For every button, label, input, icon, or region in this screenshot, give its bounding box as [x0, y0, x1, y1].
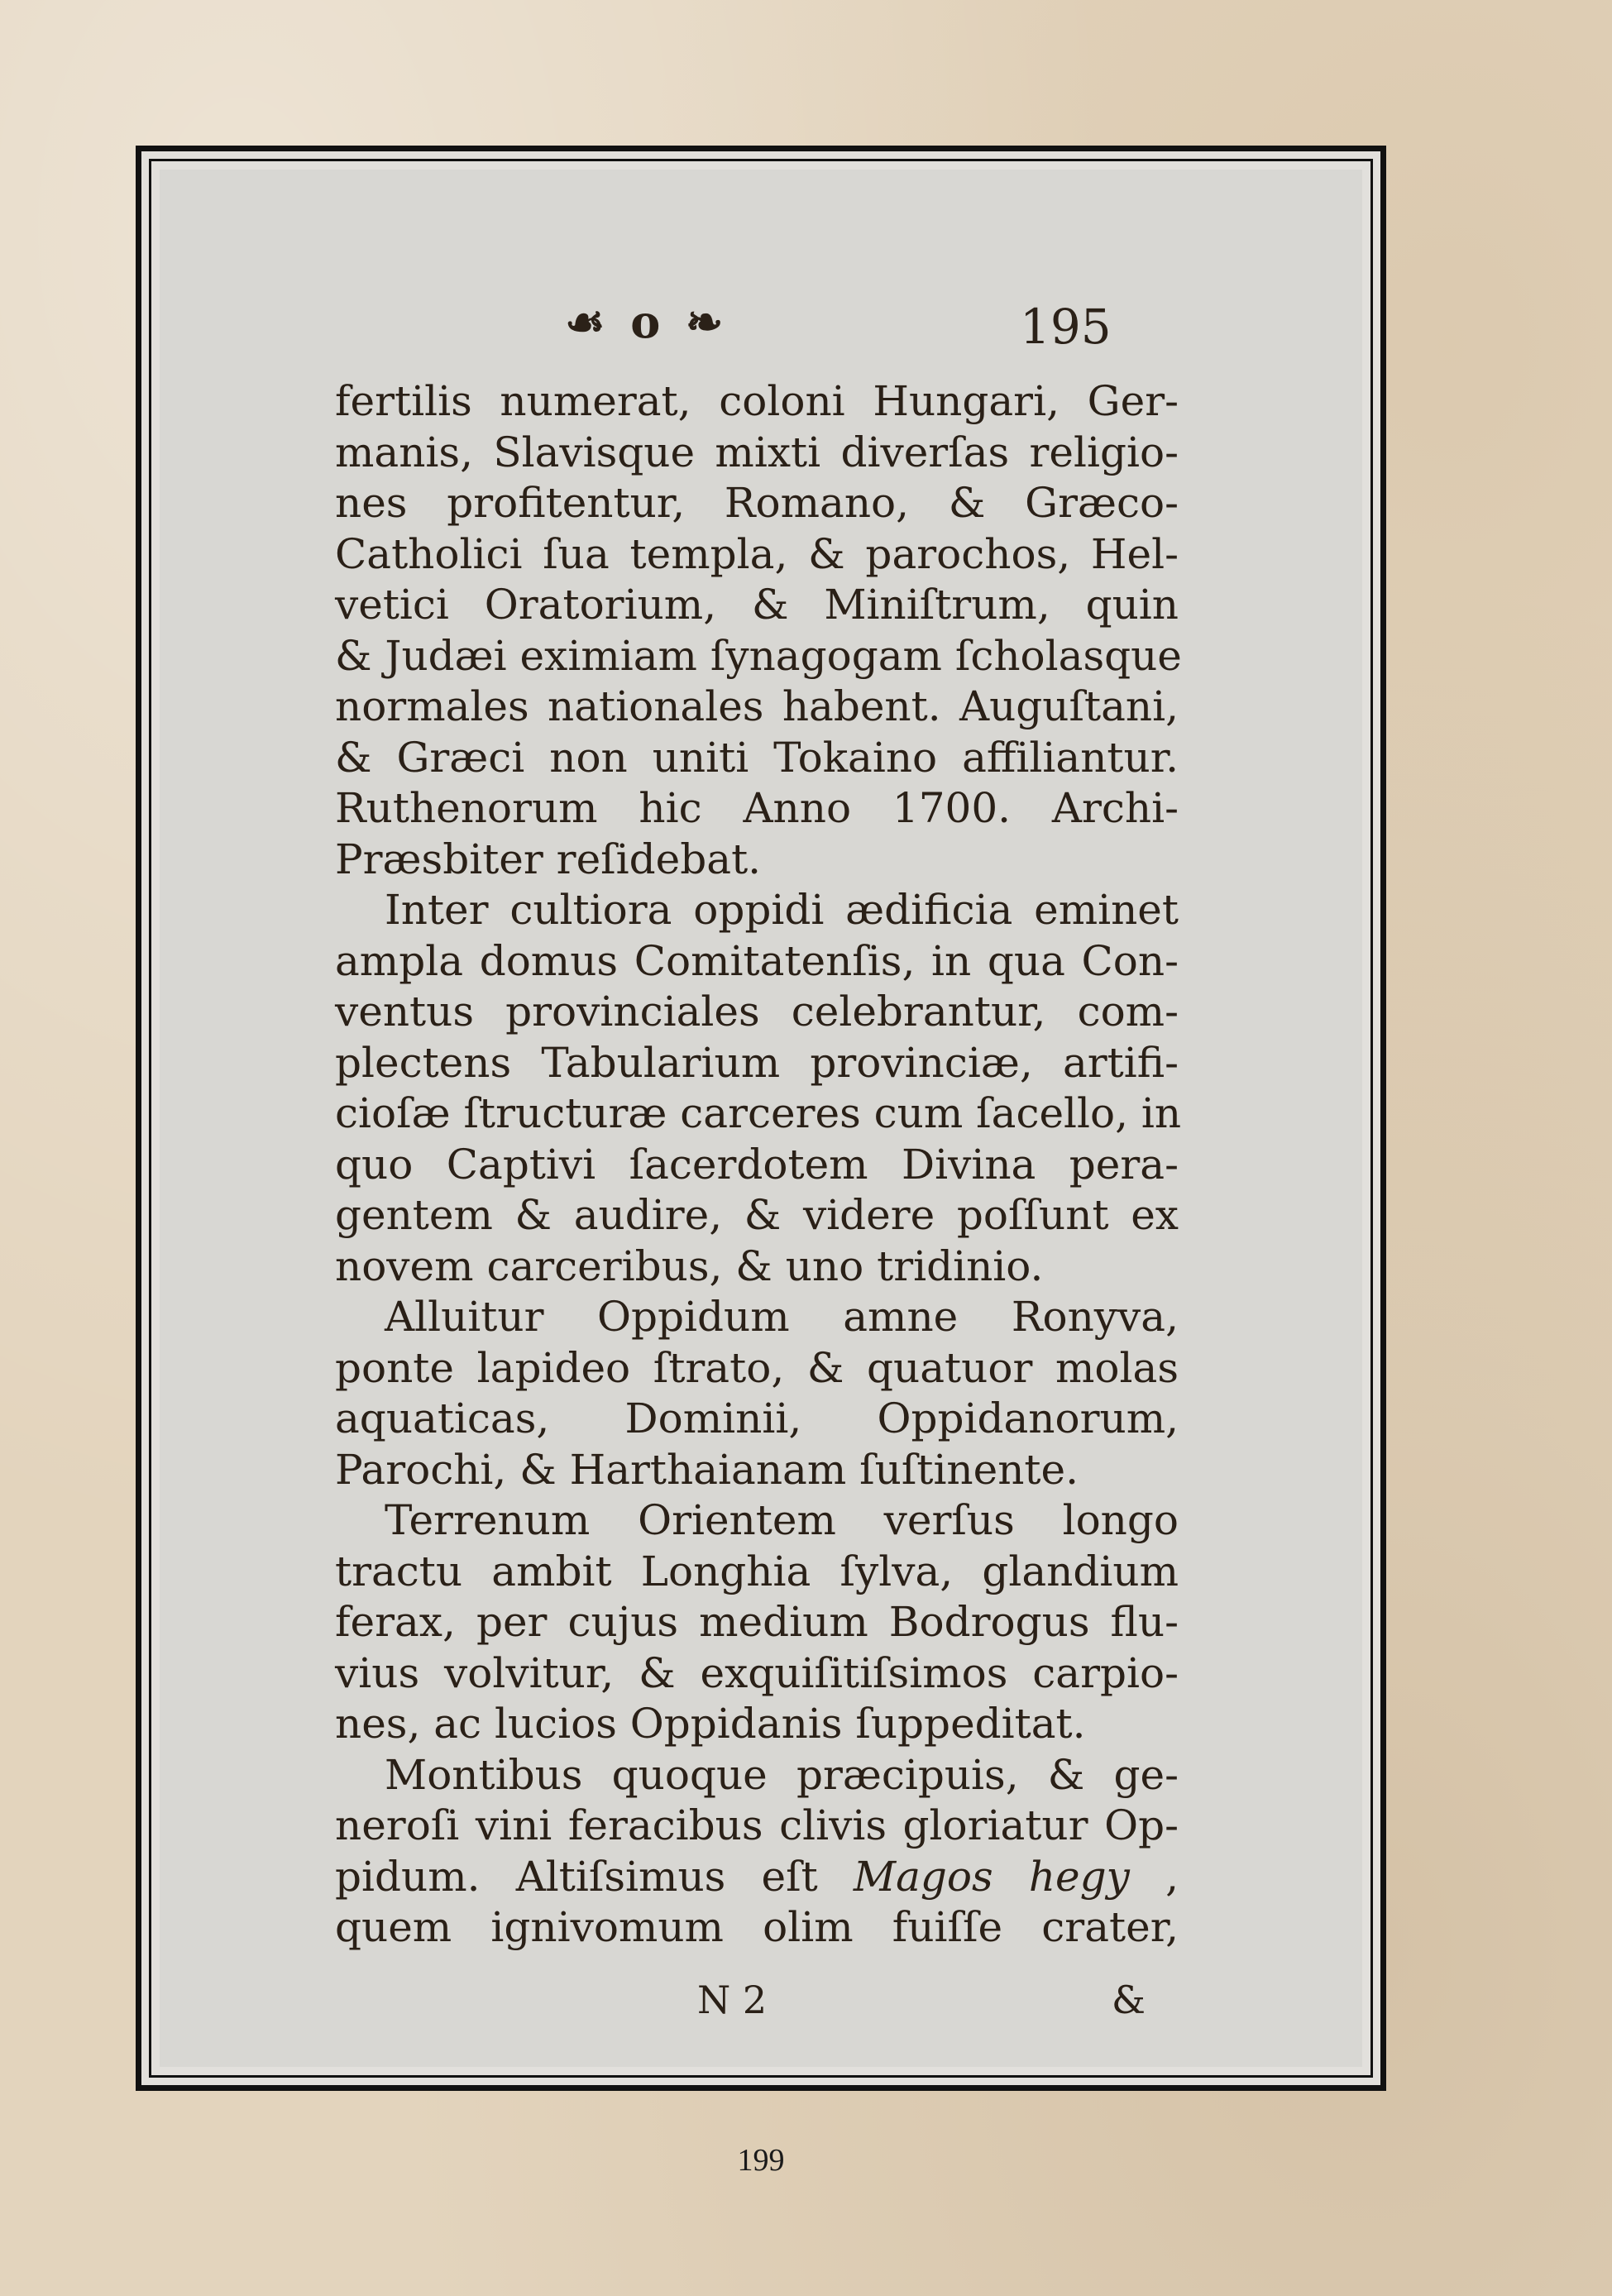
page-frame-inner-border — [149, 159, 1373, 2078]
text-line: neroſi vini feracibus clivis gloriatur Op- — [335, 1801, 1179, 1849]
text-segment: , — [1129, 1852, 1179, 1901]
text-line: & Judæi eximiam ſynagogam ſcholasque — [335, 631, 1182, 680]
text-line: plectens Tabularium provinciæ, artifi- — [335, 1038, 1179, 1087]
page-frame — [136, 146, 1386, 2091]
text-line-mixed — [335, 1852, 1179, 1903]
text-line: manis, Slavisque mixti diverſas religio- — [335, 428, 1179, 476]
text-segment: pidum. Altiſsimus eſt — [335, 1852, 854, 1901]
text-line: Alluitur Oppidum amne Ronyva, — [385, 1293, 1179, 1341]
page-number: 195 — [1020, 299, 1112, 355]
text-line: tractu ambit Longhia ſylva, glandium — [335, 1547, 1179, 1595]
text-line: vetici Oratorium, & Miniſtrum, quin — [335, 581, 1179, 629]
text-line: quem ignivomum olim fuiſſe crater, — [335, 1903, 1179, 1951]
text-line: novem carceribus, & uno tridinio. — [335, 1241, 1044, 1290]
text-line: nes, ac lucios Oppidanis ſuppeditat. — [335, 1700, 1086, 1748]
text-line: nes profitentur, Romano, & Græco- — [335, 479, 1179, 527]
text-line: ferax, per cujus medium Bodrogus flu- — [335, 1598, 1179, 1646]
text-line: aquaticas, Dominii, Oppidanorum, — [335, 1394, 1179, 1442]
catchword: & — [1112, 1978, 1146, 2022]
text-line: fertilis numerat, coloni Hungari, Ger- — [335, 377, 1179, 425]
page-footer-catch-row — [335, 1978, 1179, 2027]
text-line: Inter cultiora oppidi ædificia eminet — [385, 886, 1179, 934]
body-text — [335, 376, 1182, 1954]
text-line: Parochi, & Harthaianam ſuſtinente. — [335, 1445, 1079, 1494]
folio-number: 199 — [737, 2143, 785, 2178]
text-line: ponte lapideo ſtrato, & quatuor molas — [335, 1343, 1179, 1392]
italic-place-name: Magos hegy — [853, 1852, 1130, 1901]
text-line: cioſæ ſtructuræ carceres cum ſacello, in — [335, 1089, 1182, 1137]
text-line: & Græci non uniti Tokaino affiliantur. — [335, 733, 1179, 782]
text-line: Catholici ſua templa, & parochos, Hel- — [335, 529, 1179, 578]
text-line: vius volvitur, & exquiſitiſsimos carpio- — [335, 1648, 1179, 1697]
scanned-page — [160, 170, 1362, 2067]
text-line: Ruthenorum hic Anno 1700. Archi- — [335, 784, 1179, 832]
signature-mark: N 2 — [697, 1978, 768, 2022]
header-ornament: ☙ o ❧ — [565, 295, 729, 348]
text-line: ventus provinciales celebrantur, com- — [335, 988, 1179, 1036]
text-line: Præsbiter reſidebat. — [335, 835, 762, 883]
text-line: gentem & audire, & videre poſſunt ex — [335, 1191, 1179, 1239]
text-line: normales nationales habent. Auguſtani, — [335, 682, 1179, 730]
text-line: ampla domus Comitatenſis, in qua Con- — [335, 936, 1179, 985]
page-header — [160, 292, 1362, 358]
text-line: Terrenum Orientem verſus longo — [385, 1496, 1179, 1544]
text-line: Montibus quoque præcipuis, & ge- — [385, 1750, 1179, 1799]
text-line: quo Captivi ſacerdotem Divina pera- — [335, 1140, 1179, 1189]
